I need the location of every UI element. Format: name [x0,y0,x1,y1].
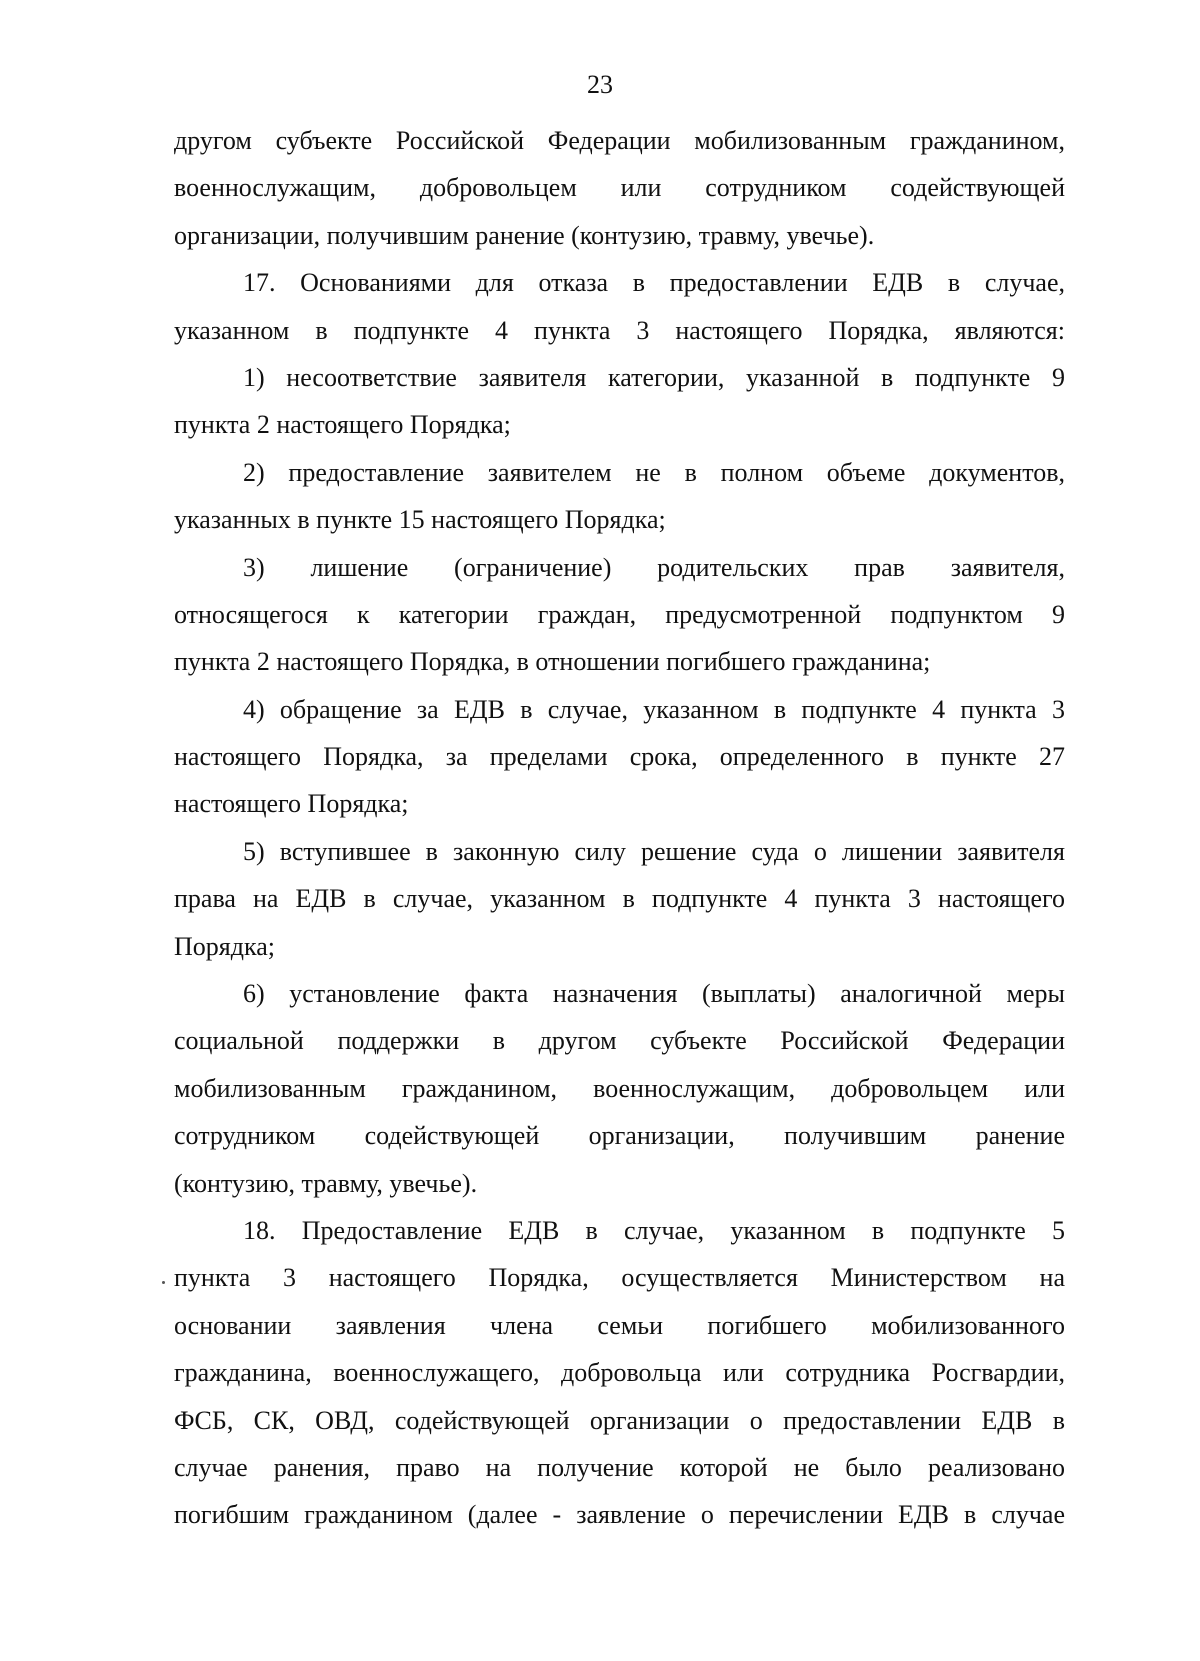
text-line: настоящего Порядка; [174,789,409,819]
text-line: гражданина, военнослужащего, добровольца или сотрудника Росгвардии, [174,1358,1065,1388]
text-line: 5) вступившее в законную силу решение суда о лишении заявителя [243,836,1065,866]
text-line: случае ранения, право на получение которой не было реализовано [174,1452,1065,1482]
text-line: относящегося к категории граждан, предусмотренной подпунктом 9 [174,599,1065,629]
text-line: ФСБ, СК, ОВД, содействующей организации о предоставлении ЕДВ в [174,1405,1065,1435]
text-line: 2) предоставление заявителем не в полном объеме документов, [243,457,1065,487]
text-line: настоящего Порядка, за пределами срока, определенного в пункте 27 [174,742,1065,772]
text-line: Порядка; [174,931,275,961]
paragraph-subitem-3 [174,544,1065,686]
text-line: основании заявления члена семьи погибшего мобилизованного [174,1310,1065,1340]
text-line: погибшим гражданином (далее - заявление о перечислении ЕДВ в случае [174,1500,1065,1530]
paragraph-subitem-2 [174,449,1065,544]
text-line: социальной поддержки в другом субъекте Российской Федерации [174,1026,1065,1056]
paragraph-subitem-6 [174,970,1065,1207]
text-line: сотрудником содействующей организации, получившим ранение [174,1121,1065,1151]
paragraph-subitem-5 [174,828,1065,970]
paragraph-subitem-1 [174,354,1065,449]
paragraph-item-17 [174,259,1065,354]
document-body [174,117,1065,1539]
text-line: военнослужащим, добровольцем или сотрудником содействующей [174,173,1065,203]
text-line: мобилизованным гражданином, военнослужащим, добровольцем или [174,1073,1065,1103]
text-line: другом субъекте Российской Федерации мобилизованным гражданином, [174,126,1065,155]
scan-speck [162,1281,165,1284]
text-line: пункта 3 настоящего Порядка, осуществляется Министерством на [174,1263,1065,1293]
text-line: указанных в пункте 15 настоящего Порядка; [174,505,666,535]
paragraph-subitem-4 [174,686,1065,828]
text-line: пункта 2 настоящего Порядка; [174,410,511,440]
text-line: 6) установление факта назначения (выплаты) аналогичной меры [243,979,1065,1009]
text-line: права на ЕДВ в случае, указанном в подпункте 4 пункта 3 настоящего [174,884,1065,914]
text-line: пункта 2 настоящего Порядка, в отношении погибшего гражданина; [174,647,931,677]
text-line: 3) лишение (ограничение) родительских прав заявителя, [243,552,1065,582]
text-line: указанном в подпункте 4 пункта 3 настоящего Порядка, являются: [174,315,1065,345]
text-line: 1) несоответствие заявителя категории, указанной в подпункте 9 [243,362,1065,392]
text-line: организации, получившим ранение (контузию, травму, увечье). [174,220,875,250]
page-number: 23 [587,70,613,99]
paragraph-item-18 [174,1207,1065,1539]
paragraph-continuation [174,117,1065,259]
text-line: 18. Предоставление ЕДВ в случае, указанном в подпункте 5 [243,1215,1065,1245]
text-line: 4) обращение за ЕДВ в случае, указанном в подпункте 4 пункта 3 [243,694,1065,724]
text-line: 17. Основаниями для отказа в предоставлении ЕДВ в случае, [243,268,1065,298]
text-line: (контузию, травму, увечье). [174,1168,478,1198]
